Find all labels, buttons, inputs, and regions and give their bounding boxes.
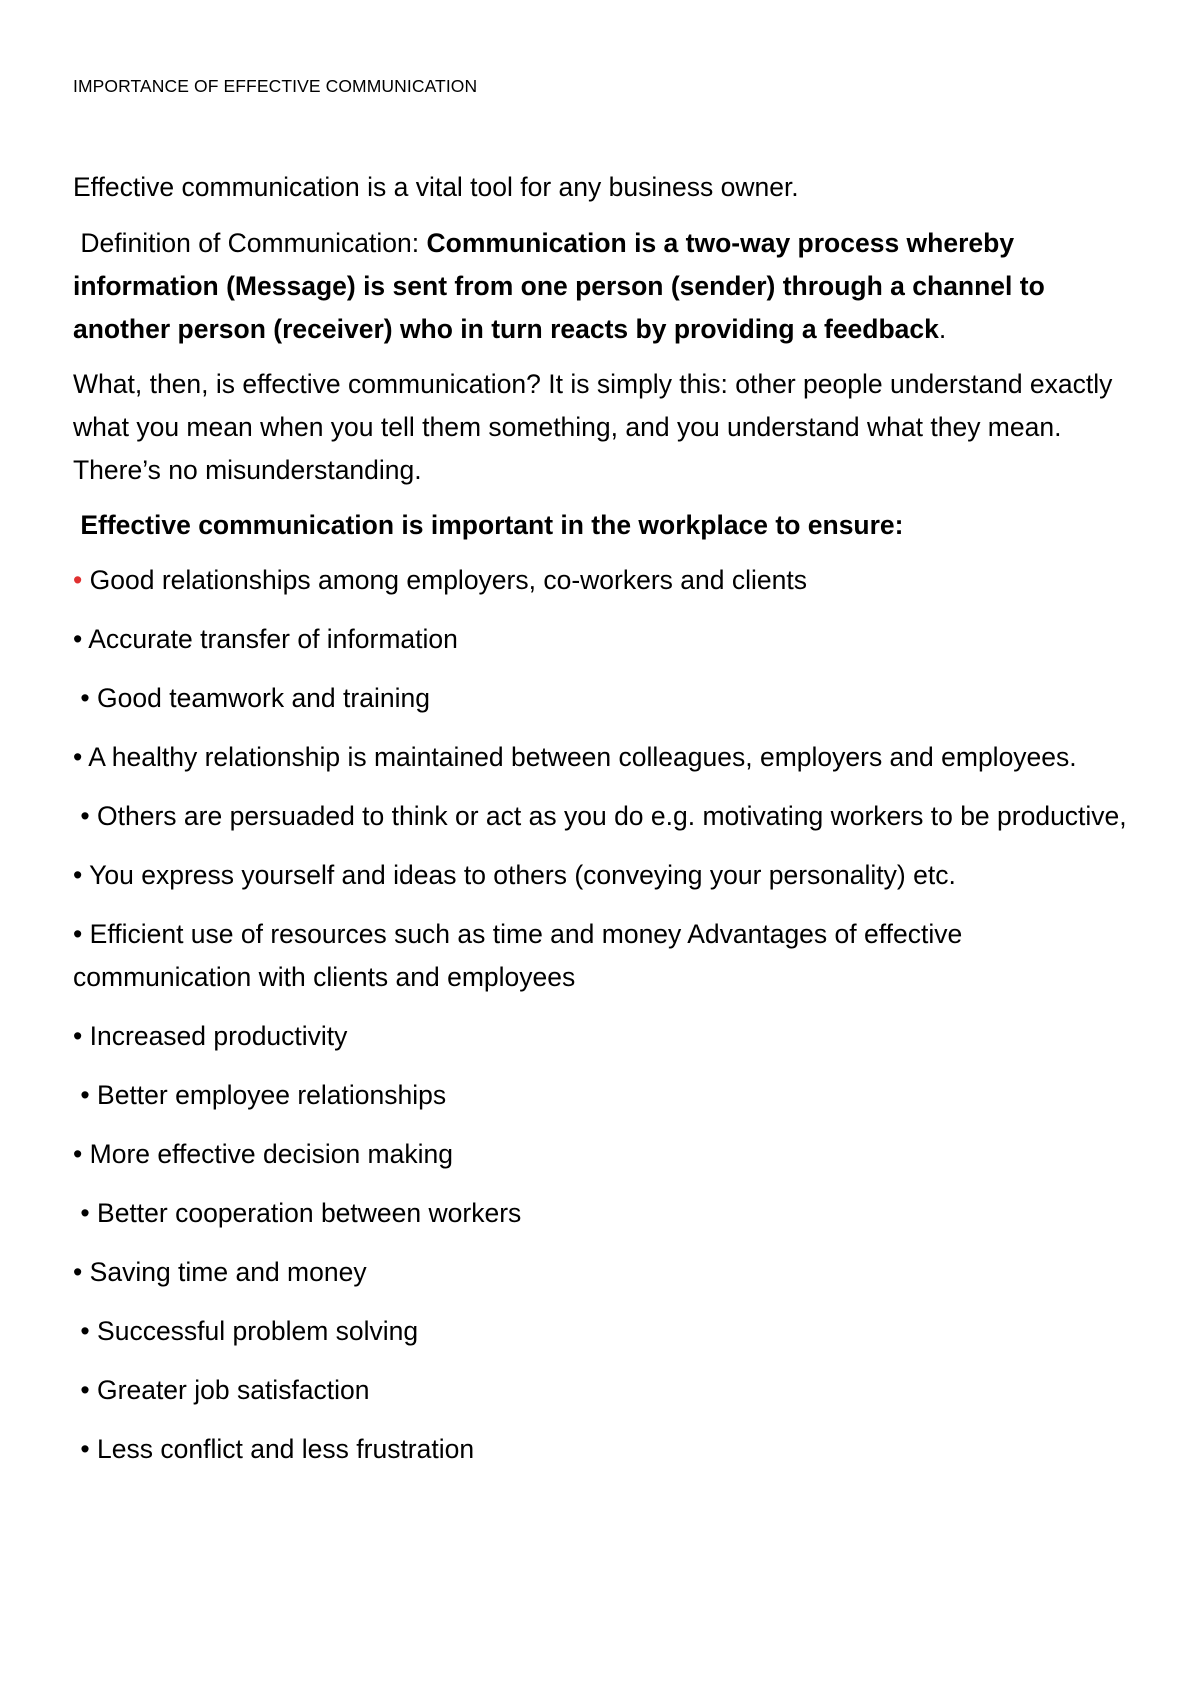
list-item-text: Good teamwork and training [97, 683, 430, 713]
definition-text: Communication is a two-way process whereby information (Message) is sent from one person (sender) through a channel to another person (receiver) who in turn reacts by providing a feedback [73, 228, 1045, 344]
list-item [73, 913, 1133, 999]
list-item-text: Better employee relationships [97, 1080, 447, 1110]
list-item [73, 559, 1133, 602]
list-item [73, 1428, 1133, 1471]
bullet-dot-icon: • [73, 1139, 83, 1169]
list-item [73, 677, 1133, 720]
list-item [73, 1133, 1133, 1176]
list-item [73, 1369, 1133, 1412]
bullet-dot-icon: • [80, 1316, 90, 1346]
document-body [73, 166, 1133, 1487]
list-item [73, 736, 1133, 779]
bullet-dot-icon: • [80, 1198, 90, 1228]
list-item-text: Increased productivity [89, 1021, 348, 1051]
list-item [73, 1074, 1133, 1117]
bullet-dot-icon: • [80, 1375, 90, 1405]
intro-paragraph: Effective communication is a vital tool for any business owner. [73, 172, 799, 202]
bullet-dot-icon: • [80, 1434, 90, 1464]
bullet-dot-icon: • [73, 1021, 83, 1051]
bullet-dot-icon: • [73, 919, 83, 949]
list-item-text: You express yourself and ideas to others (conveying your personality) etc. [89, 860, 956, 890]
list-item [73, 795, 1133, 838]
list-item-text: Accurate transfer of information [88, 624, 458, 654]
list-item [73, 618, 1133, 661]
bullet-dot-icon: • [80, 801, 90, 831]
list-item-text: Good relationships among employers, co-workers and clients [89, 565, 807, 595]
bullet-dot-icon: • [80, 683, 90, 713]
list-item [73, 1310, 1133, 1353]
bullet-dot-icon: • [73, 624, 83, 654]
definition-paragraph [73, 222, 1133, 351]
list-item [73, 1192, 1133, 1235]
list-item-text: Less conflict and less frustration [97, 1434, 475, 1464]
definition-label: Definition of Communication: [73, 228, 427, 258]
list-item [73, 1251, 1133, 1294]
list-item [73, 854, 1133, 897]
list-item-text: Better cooperation between workers [97, 1198, 522, 1228]
bullet-dot-icon: • [73, 742, 83, 772]
list-item-text: Greater job satisfaction [97, 1375, 370, 1405]
bullet-dot-icon: • [73, 860, 83, 890]
list-item-text: More effective decision making [89, 1139, 453, 1169]
benefits-list [73, 559, 1133, 1471]
bullet-dot-icon: • [73, 565, 83, 595]
workplace-heading: Effective communication is important in the workplace to ensure: [73, 510, 904, 540]
list-item-text: Efficient use of resources such as time and money Advantages of effective communication with clients and employees [73, 919, 963, 992]
document-title: IMPORTANCE OF EFFECTIVE COMMUNICATION [73, 76, 478, 96]
list-item-text: Successful problem solving [97, 1316, 419, 1346]
list-item-text: A healthy relationship is maintained between colleagues, employers and employees. [88, 742, 1077, 772]
bullet-dot-icon: • [80, 1080, 90, 1110]
bullet-dot-icon: • [73, 1257, 83, 1287]
list-item [73, 1015, 1133, 1058]
definition-period: . [938, 314, 947, 344]
list-item-text: Saving time and money [89, 1257, 367, 1287]
list-item-text: Others are persuaded to think or act as you do e.g. motivating workers to be productive, [97, 801, 1127, 831]
explanation-paragraph: What, then, is effective communication? It is simply this: other people understand exactly what you mean when you tell them something, and you understand what they mean. There’s no misunderstanding. [73, 369, 1113, 485]
